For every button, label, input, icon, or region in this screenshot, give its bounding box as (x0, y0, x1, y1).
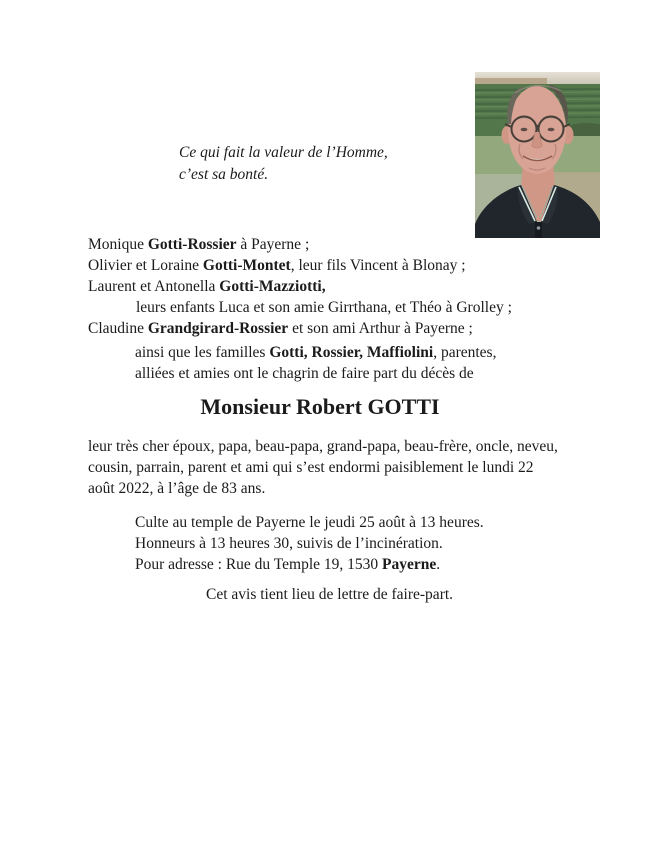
text-segment: , parentes, (433, 344, 497, 361)
surname-bold: Gotti-Rossier (147, 236, 237, 253)
family-list (88, 234, 512, 339)
family-line (88, 234, 512, 255)
portrait-photo (475, 72, 600, 238)
ceremony-line (135, 533, 484, 554)
surname-bold: Gotti, Rossier, Maffiolini (269, 344, 434, 361)
family-line (88, 255, 512, 276)
text-segment: leurs enfants Luca et son amie Girrthana, et Théo à Grolley ; (136, 299, 512, 316)
eulogy-paragraph (88, 436, 558, 499)
city-bold: Payerne (382, 556, 437, 573)
announcement-intro (135, 342, 496, 384)
quote-line: c’est sa bonté. (179, 166, 269, 183)
deceased-name-title: Monsieur Robert GOTTI (200, 394, 440, 419)
text-segment: alliées et amies ont le chagrin de faire part du décès de (135, 365, 474, 382)
surname-bold: Gotti-Montet (202, 257, 291, 274)
text-segment: Monique (88, 236, 148, 253)
ceremony-line (135, 512, 484, 533)
eulogy-line: août 2022, à l’âge de 83 ans. (88, 480, 266, 497)
text-segment: et son ami Arthur à Payerne ; (288, 320, 473, 337)
text-segment: Claudine (88, 320, 148, 337)
intro-line (135, 342, 496, 363)
text-segment: , leur fils Vincent à Blonay ; (290, 257, 466, 274)
text-segment: Olivier et Loraine (88, 257, 203, 274)
text-segment: Culte au temple de Payerne le jeudi 25 août à 13 heures. (135, 514, 484, 531)
eulogy-line: leur très cher époux, papa, beau-papa, grand-papa, beau-frère, oncle, neveu, (88, 438, 558, 455)
memorial-quote (179, 142, 388, 186)
surname-bold: Grandgirard-Rossier (147, 320, 289, 337)
surname-bold: Gotti-Mazziotti, (219, 278, 326, 295)
ceremony-details (135, 512, 484, 575)
family-line (88, 318, 512, 339)
text-segment: Honneurs à 13 heures 30, suivis de l’incinération. (135, 535, 443, 552)
text-segment: Laurent et Antonella (88, 278, 220, 295)
text-segment: à Payerne ; (236, 236, 310, 253)
ceremony-line (135, 554, 484, 575)
text-segment: . (436, 556, 441, 573)
intro-line (135, 363, 496, 384)
family-line (88, 297, 512, 318)
quote-line: Ce qui fait la valeur de l’Homme, (179, 144, 388, 161)
eulogy-line: cousin, parrain, parent et ami qui s’est endormi paisiblement le lundi 22 (88, 459, 534, 476)
text-segment: ainsi que les familles (135, 344, 270, 361)
text-segment: Pour adresse : Rue du Temple 19, 1530 (135, 556, 383, 573)
family-line (88, 276, 512, 297)
closing-note: Cet avis tient lieu de lettre de faire-part. (206, 586, 454, 603)
